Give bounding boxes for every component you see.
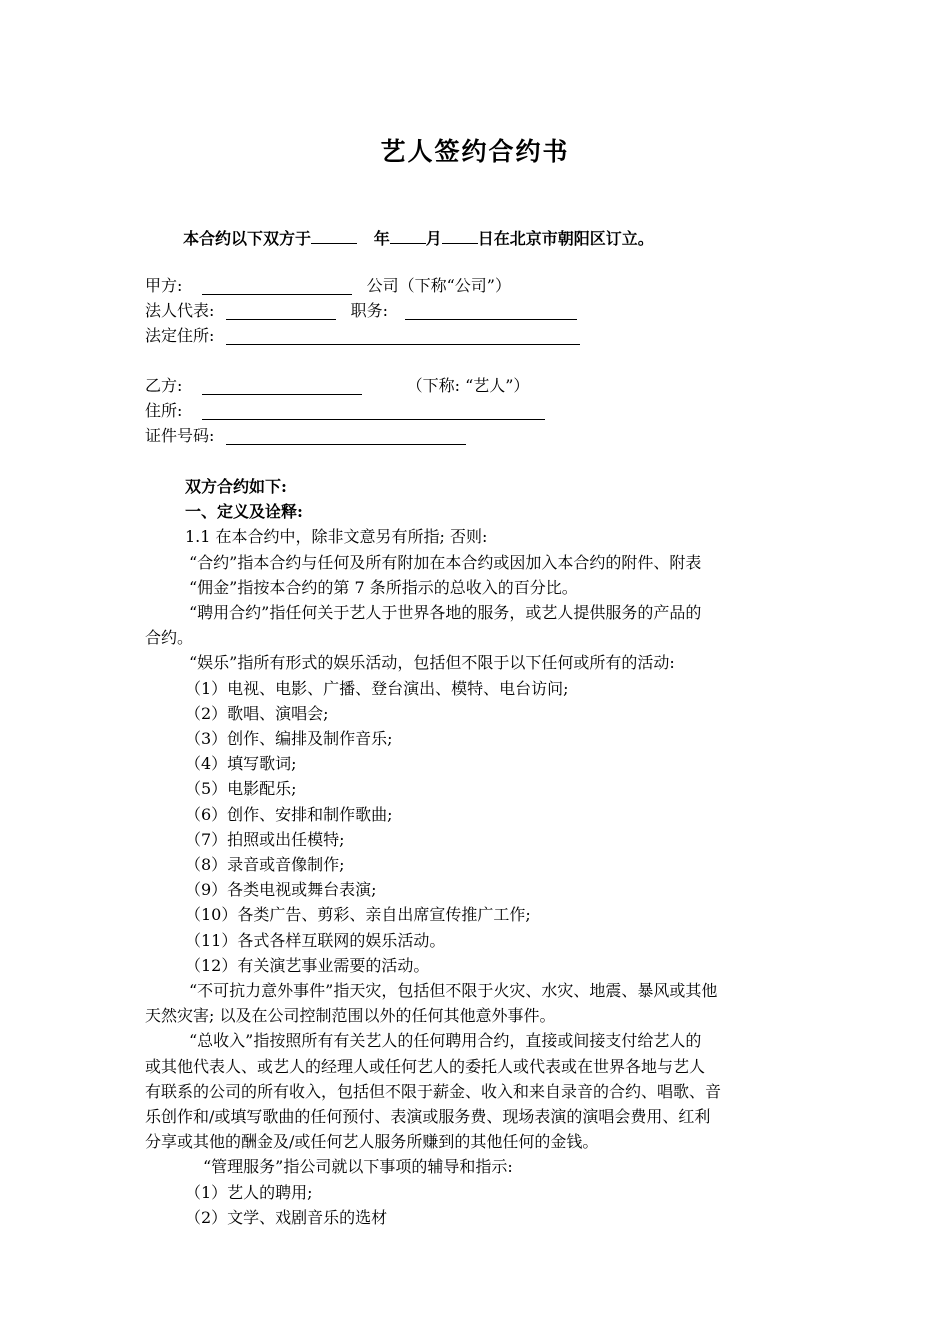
- definition-force-majeure: “不可抗力意外事件”指天灾，包括但不限于火灾、水灾、地震、暴风或其他: [189, 981, 718, 1001]
- section-1-heading: 一、定义及诠释:: [185, 502, 303, 522]
- entertainment-item: （3）创作、编排及制作音乐;: [185, 729, 393, 749]
- definition-gross-income-cont: 乐创作和/或填写歌曲的任何预付、表演或服务费、现场表演的演唱会费用、红利: [145, 1107, 711, 1127]
- date-suffix: 日在北京市朝阳区订立。: [477, 229, 654, 248]
- management-item: （2）文学、戏剧音乐的选材: [185, 1207, 388, 1227]
- definition-force-majeure-cont: 天然灾害; 以及在公司控制范围以外的任何其他意外事件。: [145, 1006, 556, 1026]
- definition-contract: “合约”指本合约与任何及所有附加在本合约或因加入本合约的附件、附表: [189, 552, 702, 572]
- party-b-row: [145, 375, 529, 397]
- clause-1-1: 1.1 在本合约中，除非文意另有所指; 否则:: [185, 527, 488, 547]
- definition-entertainment: “娱乐”指所有形式的娱乐活动，包括但不限于以下任何或所有的活动:: [189, 653, 675, 673]
- date-prefix: 本合约以下双方于: [183, 229, 312, 248]
- legal-address-field[interactable]: [226, 326, 580, 345]
- month-label: 月: [425, 229, 442, 248]
- entertainment-item: （2）歌唱、演唱会;: [185, 703, 329, 723]
- definition-gross-income-cont: 有联系的公司的所有收入，包括但不限于薪金、收入和来自录音的合约、唱歌、音: [145, 1081, 722, 1101]
- entertainment-item: （12）有关演艺事业需要的活动。: [185, 955, 430, 975]
- definition-commission: “佣金”指按本合约的第 7 条所指示的总收入的百分比。: [189, 577, 578, 597]
- definition-management: “管理服务”指公司就以下事项的辅导和指示:: [203, 1157, 513, 1177]
- agreement-heading: 双方合约如下:: [185, 477, 287, 496]
- legal-rep-field[interactable]: [226, 301, 336, 320]
- party-a-company-note: 公司（下称“公司”）: [366, 276, 511, 295]
- residence-field[interactable]: [202, 401, 545, 420]
- entertainment-item: （10）各类广告、剪彩、亲自出席宣传推广工作;: [185, 905, 531, 925]
- position-field[interactable]: [405, 301, 577, 320]
- entertainment-item: （7）拍照或出任模特;: [185, 829, 345, 849]
- entertainment-item: （1）电视、电影、广播、登台演出、模特、电台访问;: [185, 678, 569, 698]
- id-number-row: [145, 425, 466, 447]
- definition-gross-income-cont: 分享或其他的酬金及/或任何艺人服务所赚到的其他任何的金钱。: [145, 1132, 599, 1152]
- position-label: 职务:: [350, 301, 388, 320]
- residence-label: 住所:: [145, 401, 183, 420]
- party-b-name-field[interactable]: [202, 376, 362, 395]
- entertainment-item: （4）填写歌词;: [185, 754, 297, 774]
- legal-rep-row: [145, 300, 577, 322]
- document-title: 艺人签约合约书: [380, 137, 570, 166]
- id-number-label: 证件号码:: [145, 426, 215, 445]
- entertainment-item: （11）各式各样互联网的娱乐活动。: [185, 930, 446, 950]
- contract-body: [145, 474, 810, 1230]
- year-blank[interactable]: [311, 229, 357, 244]
- definition-gross-income-cont: 或其他代表人、或艺人的经理人或任何艺人的委托人或代表或在世界各地与艺人: [145, 1056, 706, 1076]
- party-b-label: 乙方:: [145, 376, 183, 395]
- day-blank[interactable]: [442, 229, 478, 244]
- entertainment-item: （5）电影配乐;: [185, 779, 297, 799]
- definition-gross-income: “总收入”指按照所有有关艺人的任何聘用合约，直接或间接支付给艺人的: [189, 1031, 702, 1051]
- party-b-note: （下称: “艺人”）: [406, 376, 530, 395]
- definition-engagement: “聘用合约”指任何关于艺人于世界各地的服务，或艺人提供服务的产品的: [189, 603, 702, 623]
- month-blank[interactable]: [390, 229, 426, 244]
- entertainment-item: （8）录音或音像制作;: [185, 855, 345, 875]
- definition-engagement-cont: 合约。: [145, 628, 194, 648]
- id-number-field[interactable]: [226, 426, 466, 445]
- party-a-name-field[interactable]: [202, 276, 352, 295]
- entertainment-item: （6）创作、安排和制作歌曲;: [185, 804, 393, 824]
- legal-address-row: [145, 325, 580, 347]
- management-item: （1）艺人的聘用;: [185, 1182, 313, 1202]
- party-a-row: [145, 275, 511, 297]
- entertainment-item: （9）各类电视或舞台表演;: [185, 880, 377, 900]
- legal-address-label: 法定住所:: [145, 326, 215, 345]
- party-a-label: 甲方:: [145, 276, 183, 295]
- signing-date-line: [183, 226, 654, 249]
- residence-row: [145, 400, 545, 422]
- year-label: 年: [373, 229, 390, 248]
- legal-rep-label: 法人代表:: [145, 301, 215, 320]
